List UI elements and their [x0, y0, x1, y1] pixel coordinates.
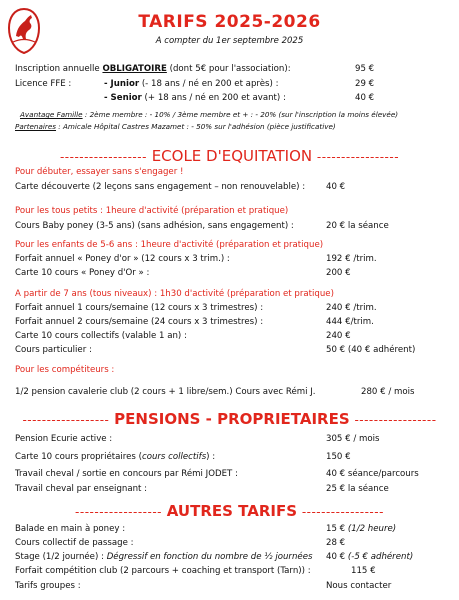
- carte-10-cours: Carte 10 cours collectifs (valable 1 an) :: [15, 331, 187, 341]
- dash-right: -----------------: [301, 505, 384, 519]
- dash-left: ------------------: [59, 150, 147, 164]
- licence-junior: [104, 79, 279, 90]
- stage-price: [326, 552, 413, 563]
- demi-pension-price: 280 € / mois: [361, 387, 415, 397]
- forfait-2-cours: Forfait annuel 2 cours/semaine (24 cours x 3 trimestres) :: [15, 317, 264, 327]
- junior-desc: (- 18 ans / né en 200 et après) :: [139, 79, 279, 89]
- enfants-heading: Pour les enfants de 5-6 ans : 1heure d'activité (préparation et pratique): [15, 240, 324, 250]
- page-title: TARIFS 2025-2026: [138, 12, 321, 32]
- stage-price-value: 40 €: [326, 552, 348, 562]
- inscription-label: Inscription annuelle: [15, 64, 103, 74]
- balade-price-value: 15 €: [326, 524, 348, 534]
- junior-name: - Junior: [104, 79, 140, 89]
- carte-10-cours-price: 240 €: [326, 331, 351, 341]
- inscription-line: [15, 64, 291, 75]
- partenaires-text: : Amicale Hôpital Castres Mazamet : - 50% sur l'adhésion (pièce justificative): [56, 122, 336, 131]
- carte-decouverte-price: 40 €: [326, 182, 346, 192]
- junior-price: 29 €: [355, 79, 375, 89]
- tarifs-groupes-price: Nous contacter: [326, 581, 392, 591]
- cours-particulier-price: 50 € (40 € adhérent): [326, 345, 416, 355]
- forfait-1-cours: Forfait annuel 1 cours/semaine (12 cours x 3 trimestres) :: [15, 303, 264, 313]
- section-ecole-title: ECOLE D'EQUITATION: [151, 147, 313, 165]
- forfait-poney-price: 192 € /trim.: [326, 254, 377, 264]
- inscription-note: (dont 5€ pour l'association):: [166, 64, 291, 74]
- partenaires: [15, 121, 336, 132]
- avantage-famille: [20, 109, 398, 120]
- forfait-1-cours-price: 240 € /trim.: [326, 303, 377, 313]
- senior-desc: (+ 18 ans / né en 200 et avant) :: [141, 93, 286, 103]
- carte-decouverte: Carte découverte (2 leçons sans engagement – non renouvelable) :: [15, 182, 306, 192]
- cours-particulier: Cours particulier :: [15, 345, 92, 355]
- pension-ecurie-price: 305 € / mois: [326, 434, 380, 444]
- section-ecole-heading: [0, 147, 459, 166]
- baby-poney: Cours Baby poney (3-5 ans) (sans adhésion, sans engagement) :: [15, 221, 294, 231]
- travail-enseignant: Travail cheval par enseignant :: [15, 484, 148, 494]
- cours-passage-price: 28 €: [326, 538, 346, 548]
- competiteurs-heading: Pour les compétiteurs :: [15, 365, 115, 375]
- inscription-mandatory: OBLIGATOIRE: [102, 64, 167, 74]
- section-autres-title: AUTRES TARIFS: [166, 502, 298, 520]
- carte-poney-price: 200 €: [326, 268, 351, 278]
- dash-right: -----------------: [316, 150, 400, 164]
- baby-poney-price: 20 € la séance: [326, 221, 389, 231]
- section-pensions-heading: [0, 410, 459, 429]
- dash-left: ------------------: [22, 413, 110, 427]
- carte-proprietaires-c: ) :: [206, 452, 216, 462]
- balade-poney: Balade en main à poney :: [15, 524, 126, 534]
- licence-label: Licence FFE :: [15, 79, 72, 89]
- forfait-poney: Forfait annuel « Poney d'or » (12 cours x 3 trim.) :: [15, 254, 230, 264]
- demi-pension: 1/2 pension cavalerie club (2 cours + 1 libre/sem.) Cours avec Rémi J.: [15, 387, 316, 397]
- travail-enseignant-price: 25 € la séance: [326, 484, 389, 494]
- tarifs-groupes: Tarifs groupes :: [15, 581, 81, 591]
- inscription-price: 95 €: [355, 64, 375, 74]
- licence-senior: [104, 93, 286, 104]
- cours-passage: Cours collectif de passage :: [15, 538, 134, 548]
- pension-ecurie: Pension Ecurie active :: [15, 434, 113, 444]
- carte-proprietaires-a: Carte 10 cours propriétaires (: [15, 452, 142, 462]
- page-subtitle: A compter du 1er septembre 2025: [155, 36, 304, 46]
- forfait-2-cours-price: 444 €/trim.: [326, 317, 374, 327]
- avantage-text: : 2ème membre : - 10% / 3ème membre et + : - 20% (sur l'inscription la moins élevée): [82, 110, 399, 119]
- sept-ans-heading: A partir de 7 ans (tous niveaux) : 1h30 d'activité (préparation et pratique): [15, 289, 334, 299]
- stage: [15, 552, 312, 563]
- carte-poney: Carte 10 cours « Poney d'Or » :: [15, 268, 150, 278]
- carte-proprietaires-b: cours collectifs: [141, 452, 207, 462]
- senior-name: - Senior: [104, 93, 142, 103]
- travail-remi-price: 40 € séance/parcours: [326, 469, 419, 479]
- stage-label: Stage (1/2 journée) :: [15, 552, 107, 562]
- petits-heading: Pour les tous petits : 1heure d'activité (préparation et pratique): [15, 206, 289, 216]
- dash-right: -----------------: [354, 413, 437, 427]
- forfait-competition: Forfait compétition club (2 parcours + coaching et transport (Tarn)) :: [15, 566, 311, 576]
- balade-poney-price: [326, 524, 396, 535]
- avantage-label: Avantage Famille: [20, 110, 83, 119]
- carte-proprietaires-price: 150 €: [326, 452, 351, 462]
- dash-left: ------------------: [75, 505, 162, 519]
- forfait-competition-price: 115 €: [351, 566, 376, 576]
- travail-remi: Travail cheval / sortie en concours par Rémi JODET :: [15, 469, 238, 479]
- section-pensions-title: PENSIONS - PROPRIETAIRES: [114, 410, 350, 428]
- partenaires-label: Partenaires: [15, 122, 57, 131]
- stage-note: Dégressif en fonction du nombre de ½ journées: [106, 552, 313, 562]
- senior-price: 40 €: [355, 93, 375, 103]
- carte-proprietaires: [15, 452, 215, 463]
- stage-price-note: (-5 € adhérent): [347, 552, 414, 562]
- debuter-heading: Pour débuter, essayer sans s'engager !: [15, 167, 184, 177]
- balade-price-note: (1/2 heure): [347, 524, 397, 534]
- section-autres-heading: [0, 502, 459, 521]
